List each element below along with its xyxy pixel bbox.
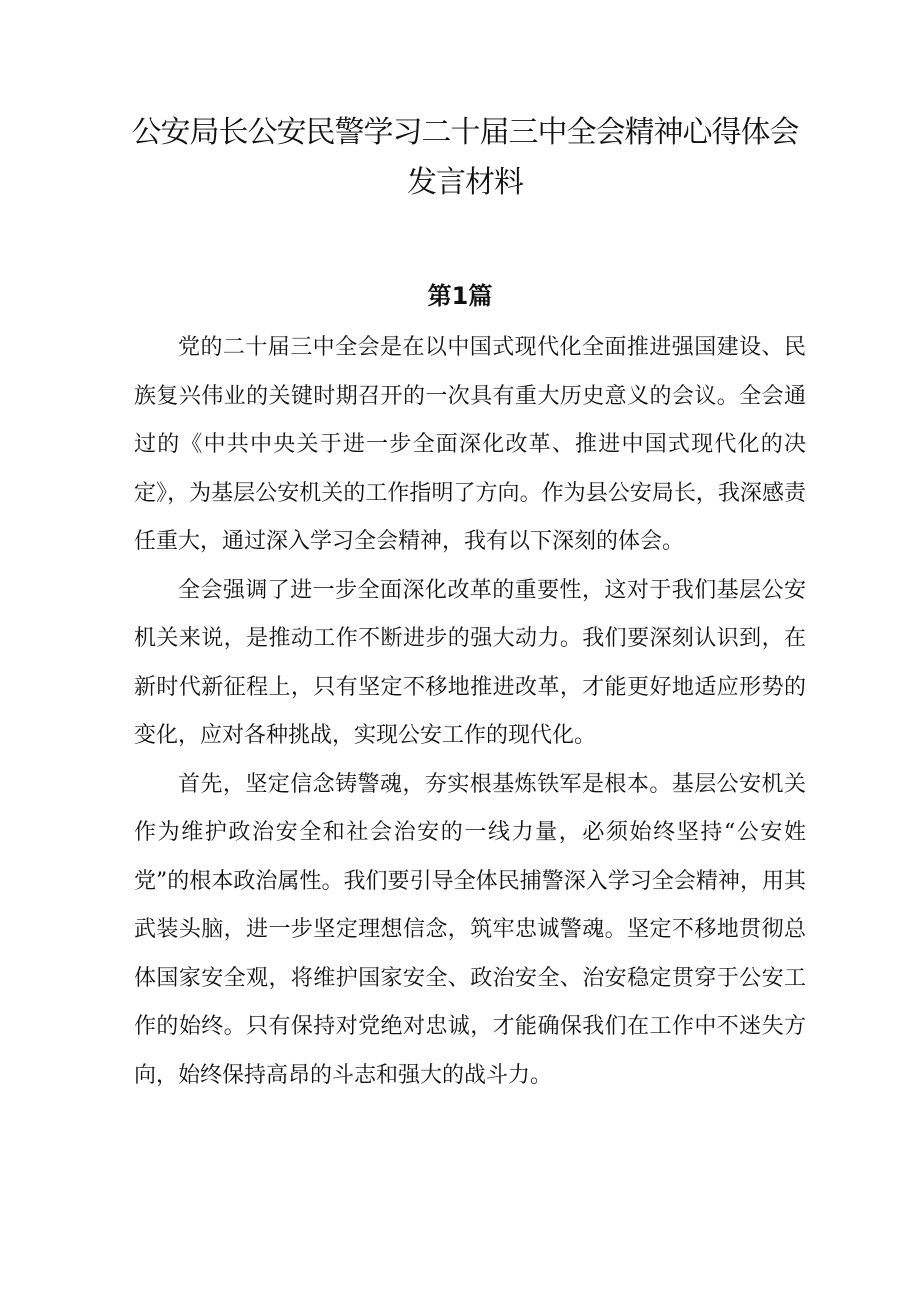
document-title: 公安局长公安民警学习二十届三中全会精神心得体会发言材料 bbox=[131, 115, 799, 200]
body-paragraph: 党的二十届三中全会是在以中国式现代化全面推进强国建设、民族复兴伟业的关键时期召开的一次具有重大历史意义的会议。全会通过的《中共中央关于进一步全面深化改革、推进中国式现代化的决定》，为基层公安机关的工作指明了方向。作为县公安局长，我深感责任重大，通过深入学习全会精神，我有以下深刻的体会。 bbox=[134, 335, 806, 554]
chapter-heading: 第1篇 bbox=[427, 282, 493, 310]
document-body bbox=[134, 324, 806, 1100]
body-paragraph: 首先，坚定信念铸警魂，夯实根基炼铁军是根本。基层公安机关作为维护政治安全和社会治安的一线力量，必须始终坚持“公安姓党”的根本政治属性。我们要引导全体民捕警深入学习全会精神，用其武装头脑，进一步坚定理想信念，筑牢忠诚警魂。坚定不移地贯彻总体国家安全观，将维护国家安全、政治安全、治安稳定贯穿于公安工作的始终。只有保持对党绝对忠诚，才能确保我们在工作中不迷失方向，始终保持高昂的斗志和强大的战斗力。 bbox=[134, 771, 806, 1088]
body-paragraph: 全会强调了进一步全面深化改革的重要性，这对于我们基层公安机关来说，是推动工作不断进步的强大动力。我们要深刻认识到，在新时代新征程上，只有坚定不移地推进改革，才能更好地适应形势的变化，应对各种挑战，实现公安工作的现代化。 bbox=[134, 577, 806, 748]
